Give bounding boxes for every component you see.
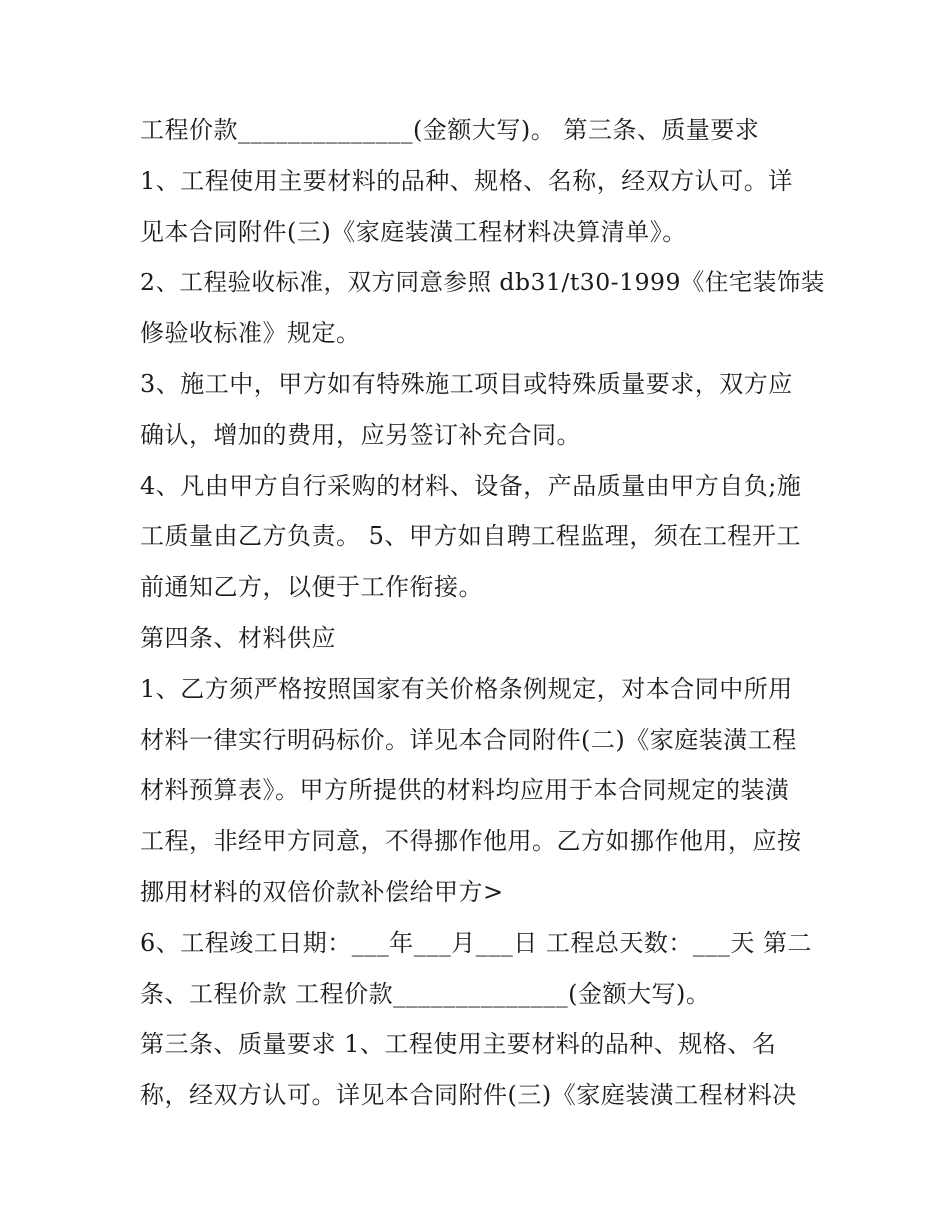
section-heading: 第四条、材料供应 [140, 623, 336, 652]
text-line: 4、凡由甲方自行采购的材料、设备，产品质量由甲方自负;施 [140, 471, 802, 500]
text-line: 第三条、质量要求 1、工程使用主要材料的品种、规格、名 [140, 1030, 777, 1059]
text-line: 挪用材料的双倍价款补偿给甲方> [140, 877, 504, 906]
text-line: 工程价款______________(金额大写)。 第三条、质量要求 [140, 116, 760, 144]
text-line: 3、施工中，甲方如有特殊施工项目或特殊质量要求，双方应 [140, 369, 793, 398]
text-line: 材料预算表》。甲方所提供的材料均应用于本合同规定的装潢 [140, 776, 790, 805]
text-line: 工程，非经甲方同意，不得挪作他用。乙方如挪作他用，应按 [140, 827, 802, 856]
text-line: 见本合同附件(三)《家庭装潢工程材料决算清单》。 [140, 217, 687, 246]
text-line: 2、工程验收标准，双方同意参照 db31/t30-1999《住宅装饰装 [140, 268, 825, 297]
text-line: 前通知乙方，以便于工作衔接。 [140, 573, 483, 602]
text-line: 修验收标准》规定。 [140, 319, 361, 348]
text-line: 1、工程使用主要材料的品种、规格、名称，经双方认可。详 [140, 166, 793, 195]
text-line: 工质量由乙方负责。 5、甲方如自聘工程监理，须在工程开工 [140, 522, 801, 551]
text-line: 称，经双方认可。详见本合同附件(三)《家庭装潢工程材料决 [140, 1081, 797, 1110]
document-body [140, 105, 830, 1121]
text-line: 材料一律实行明码标价。详见本合同附件(二)《家庭装潢工程 [140, 725, 797, 754]
text-line: 确认，增加的费用，应另签订补充合同。 [140, 420, 581, 449]
text-line: 6、工程竣工日期：___年___月___日 工程总天数：___天 第二 [140, 928, 813, 957]
text-line: 1、乙方须严格按照国家有关价格条例规定，对本合同中所用 [140, 674, 793, 703]
text-line: 条、工程价款 工程价款______________(金额大写)。 [140, 979, 711, 1008]
